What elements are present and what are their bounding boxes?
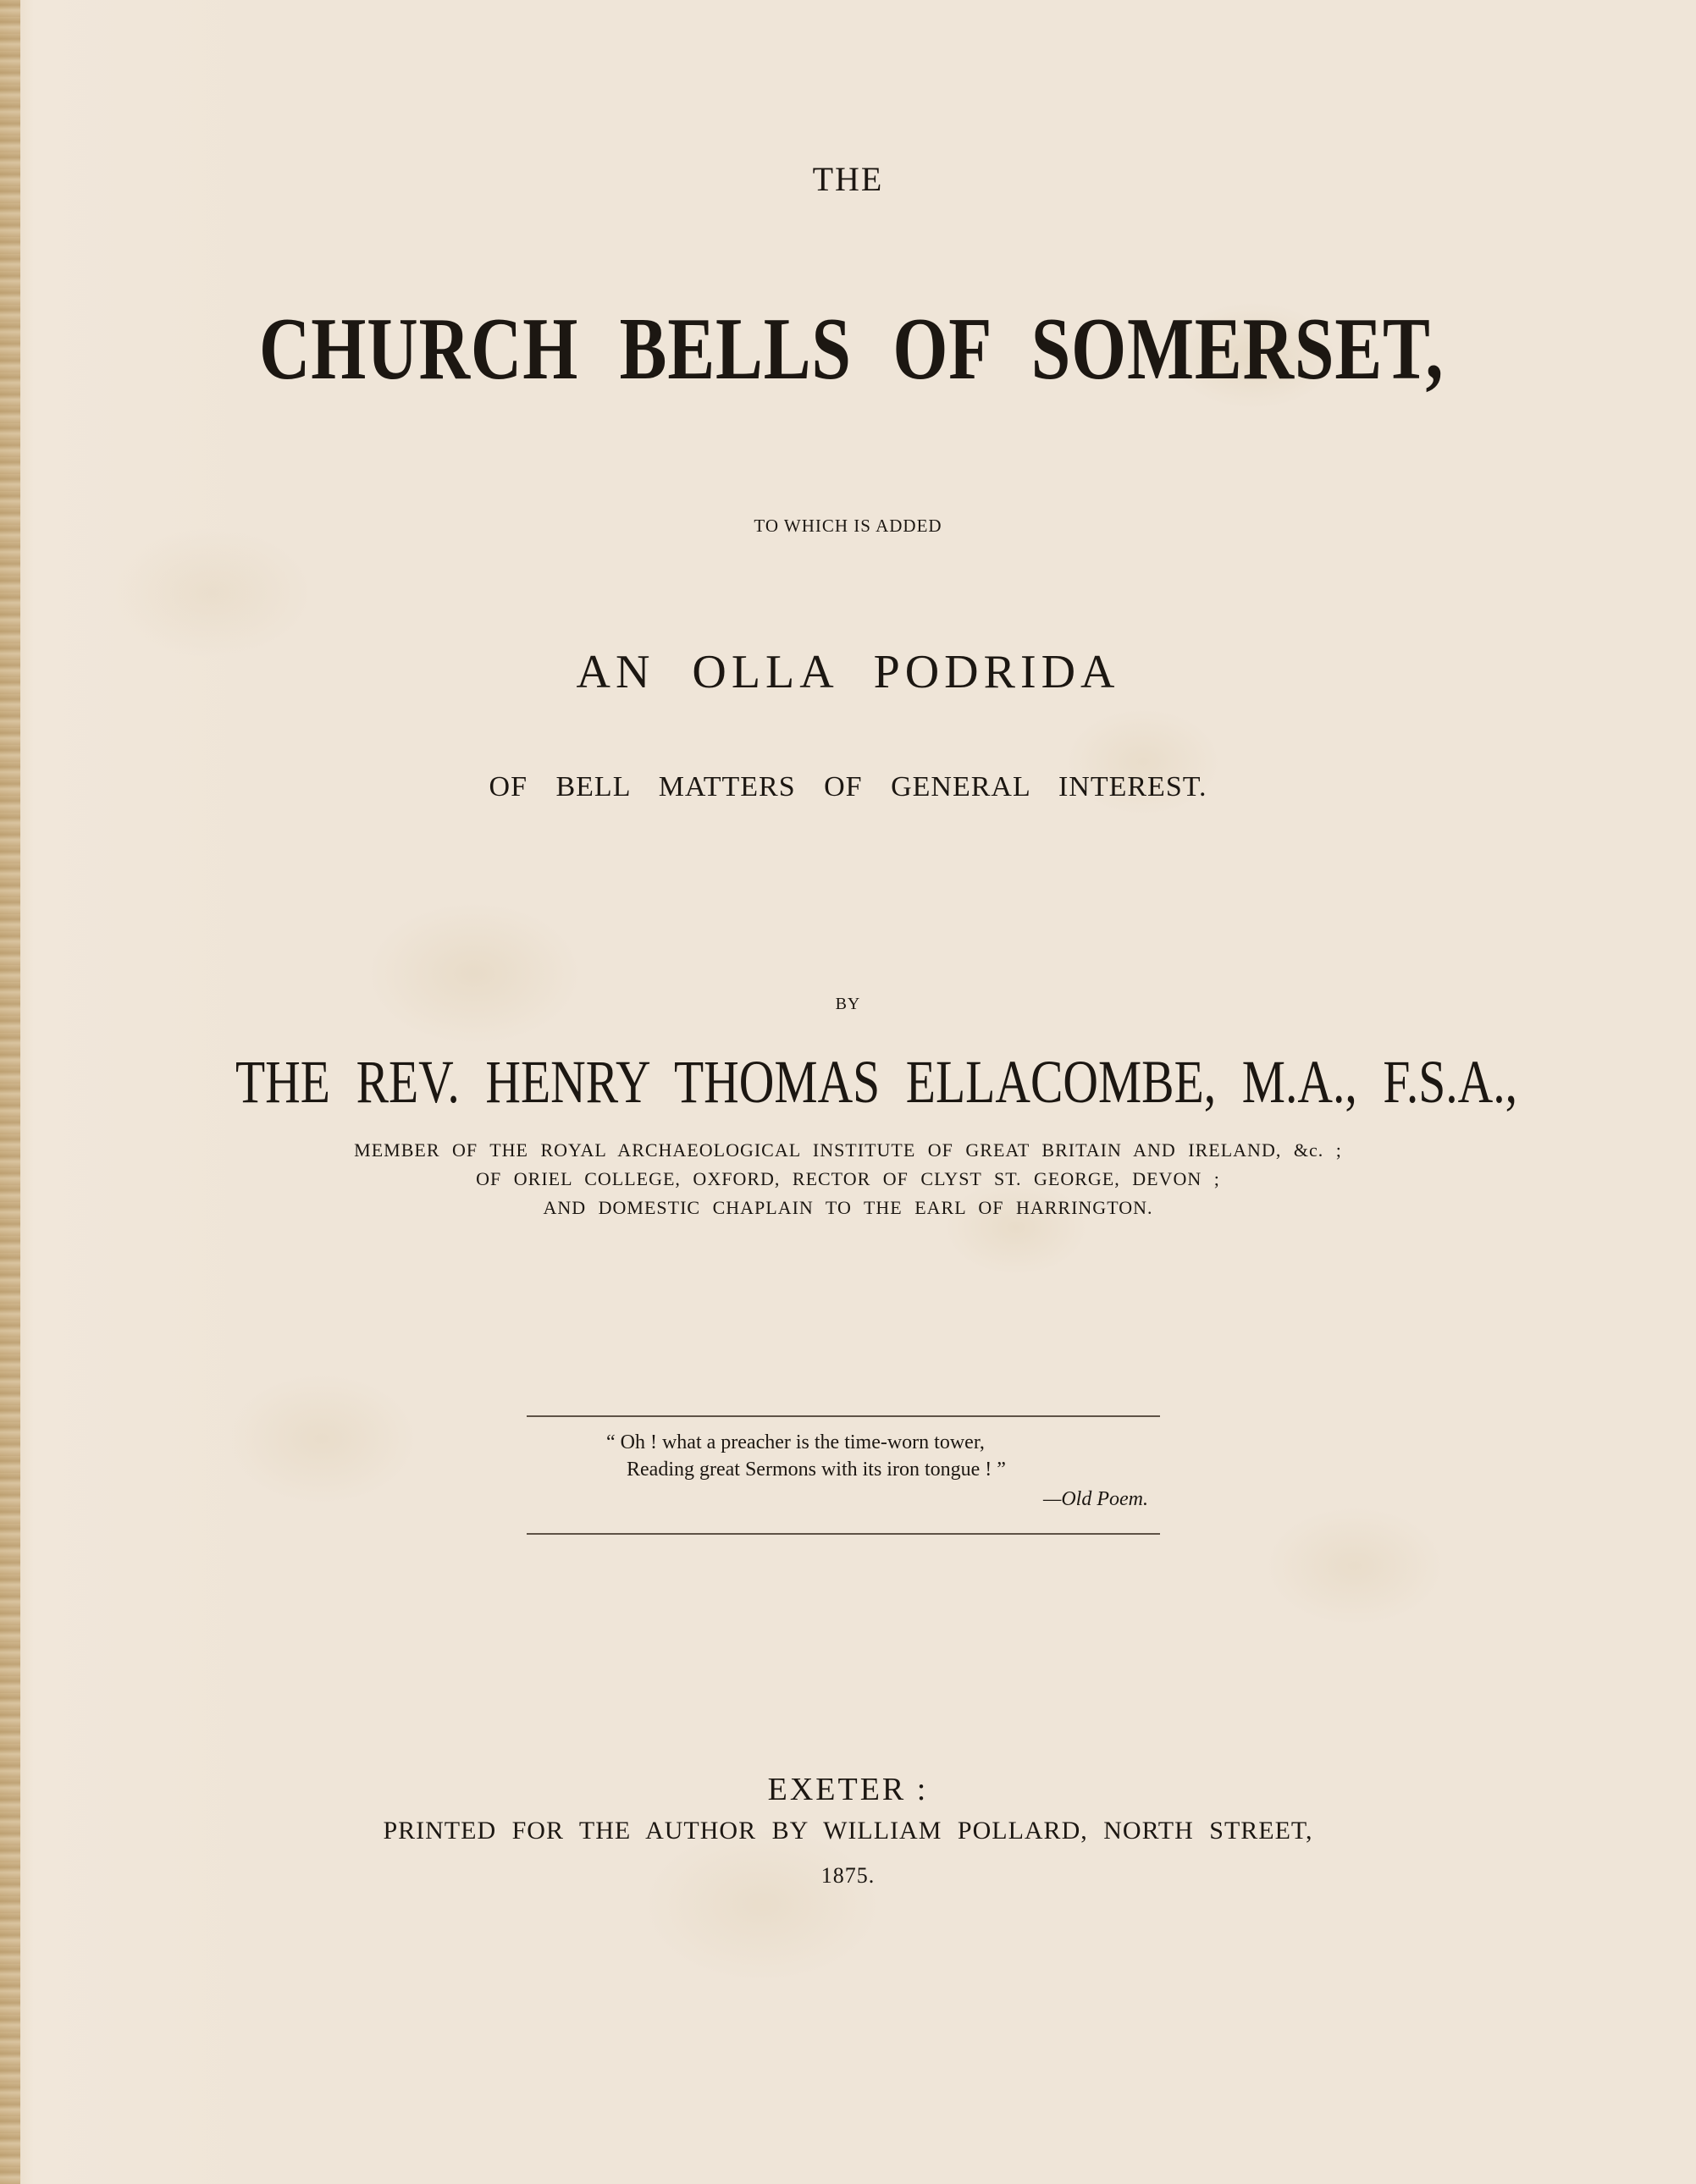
by-line: BY [835,995,861,1013]
epigraph-attribution: —Old Poem. [1043,1488,1148,1510]
imprint-place: EXETER : [767,1772,929,1807]
credential-line-2: OF ORIEL COLLEGE, OXFORD, RECTOR OF CLYST ST. GEORGE, DEVON ; [476,1168,1220,1189]
imprint-year: 1875. [820,1863,876,1888]
epigraph-top-rule [527,1415,1160,1417]
author-name: THE REV. HENRY THOMAS ELLACOMBE, M.A., F.S.A., [235,1048,1518,1116]
subtitle-continued: OF BELL MATTERS OF GENERAL INTEREST. [489,771,1207,802]
epigraph-line-2: Reading great Sermons with its iron tongue ! ” [627,1459,1006,1481]
epigraph-bottom-rule [527,1533,1160,1535]
subtitle: AN OLLA PODRIDA [576,646,1120,698]
to-which-is-added: TO WHICH IS ADDED [754,516,942,536]
credential-line-1: MEMBER OF THE ROYAL ARCHAEOLOGICAL INSTITUTE OF GREAT BRITAIN AND IRELAND, &c. ; [354,1139,1342,1161]
imprint-printer: PRINTED FOR THE AUTHOR BY WILLIAM POLLARD, NORTH STREET, [383,1817,1313,1845]
book-binding-edge [0,0,20,2184]
title-article: THE [812,160,884,198]
epigraph-line-1: “ Oh ! what a preacher is the time-worn tower, [606,1431,985,1453]
main-title: CHURCH BELLS OF SOMERSET, [259,300,1445,399]
credential-line-3: AND DOMESTIC CHAPLAIN TO THE EARL OF HARRINGTON. [543,1197,1153,1218]
